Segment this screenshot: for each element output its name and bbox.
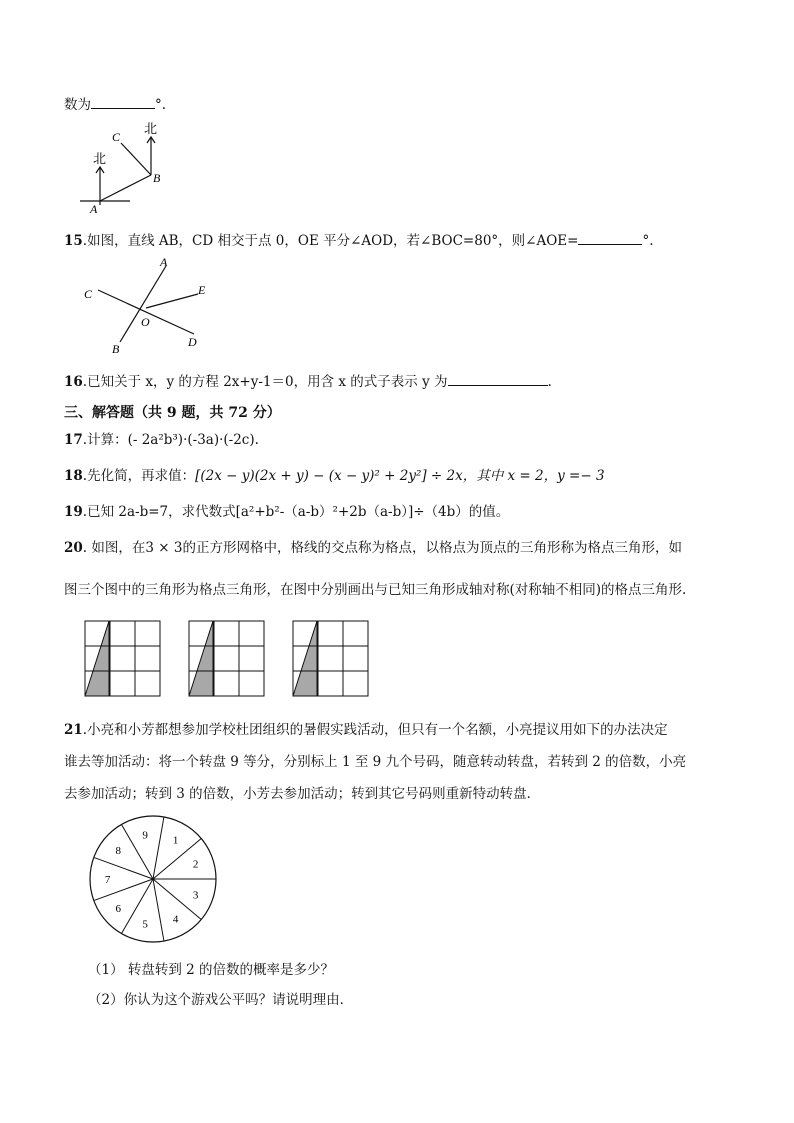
q15-end: °. <box>642 233 654 249</box>
q19-text: .已知 2a-b=7，求代数式[a²+b²-（a-b）²+2b（a-b）]÷（4b）的值。 <box>82 504 510 520</box>
q15-label-o: O <box>141 315 150 329</box>
q21-line-1 <box>64 718 668 738</box>
section-3-title: 三、解答题（共 9 题，共 72 分） <box>64 405 281 421</box>
q14-label-c: C <box>112 130 121 144</box>
q21-text-1: .小亮和小芳都想参加学校杜团组织的暑假实践活动，但只有一个名额，小亮提议用如下的办法决定 <box>82 722 668 738</box>
q21-spinner <box>86 815 220 949</box>
q16-answer-blank[interactable] <box>448 373 548 386</box>
q15-text: .如图，直线 AB，CD 相交于点 0，OE 平分∠AOD，若∠BOC=80°，则∠AOE= <box>82 233 579 249</box>
q16-text: .已知关于 x，y 的方程 2x+y-1＝0，用含 x 的式子表示 y 为 <box>82 374 448 390</box>
q14-direction-figure <box>78 115 168 220</box>
q21-line-3: 去参加活动；转到 3 的倍数，小芳去参加活动；转到其它号码则重新特动转盘． <box>64 786 541 802</box>
q14-label-north-b: 北 <box>144 121 158 136</box>
spinner-number-4: 4 <box>172 913 179 926</box>
q14-answer-blank[interactable] <box>91 96 155 109</box>
q15 <box>64 229 654 249</box>
q15-label-b: B <box>112 342 120 356</box>
q20-text-1: . 如图，在3 × 3的正方形网格中，格线的交点称为格点，以格点为顶点的三角形称为格点三角形，如 <box>82 540 682 556</box>
q20-grid-2-triangle <box>189 621 213 696</box>
q14-segment-ab <box>100 175 151 201</box>
q20-grid-1 <box>84 620 162 698</box>
q14-label-a: A <box>90 202 98 216</box>
q20-grid-2 <box>188 620 266 698</box>
q19 <box>64 500 509 520</box>
q20-grid-1-triangle <box>85 621 109 696</box>
q17-text: .计算：(- 2a²b³)·(-3a)·(-2c). <box>82 432 259 448</box>
q15-label-e: E <box>198 283 206 297</box>
spinner-number-3: 3 <box>192 889 199 902</box>
q15-label-d: D <box>188 335 197 349</box>
q21-sub-2: （2）你认为这个游戏公平吗？请说明理由． <box>88 992 354 1008</box>
q16 <box>64 370 552 390</box>
q20-grid-3-triangle <box>293 621 317 696</box>
spinner-number-7: 7 <box>104 874 111 886</box>
q14-segment-bc <box>121 143 151 175</box>
q18-math: [(2x − y)(2x + y) − (x − y)² + 2y²] ÷ 2x，其中 x = 2，y =− 3 <box>195 468 605 484</box>
spinner-number-8: 8 <box>115 844 122 857</box>
q21-sub-1: （1） 转盘转到 2 的倍数的概率是多少？ <box>88 962 335 978</box>
q15-ray-oe <box>146 294 198 308</box>
q15-label-a: A <box>160 255 168 269</box>
q15-label-c: C <box>84 287 93 301</box>
q14-tail-end: °. <box>155 97 167 113</box>
q14-label-north-a: 北 <box>93 151 107 166</box>
q14-label-b: B <box>153 171 161 185</box>
spinner-number-2: 2 <box>192 858 199 871</box>
q20-line-1 <box>64 536 682 556</box>
q17-number: 17 <box>64 432 83 448</box>
q14-tail-text: 数为 <box>64 97 91 113</box>
q20-line-2: 图三个图中的三角形为格点三角形，在图中分别画出与已知三角形成轴对称(对称轴不相同)的格点三角形. <box>64 582 687 598</box>
q21-number: 21 <box>64 722 83 738</box>
q18 <box>64 464 605 484</box>
spinner-number-5: 5 <box>142 918 148 931</box>
q14-tail <box>64 93 166 113</box>
q15-answer-blank[interactable] <box>578 232 642 245</box>
q20-grid-3 <box>292 620 370 698</box>
q16-number: 16 <box>64 374 83 390</box>
q15-number: 15 <box>64 233 83 249</box>
q21-line-2: 谁去等加活动：将一个转盘 9 等分，分别标上 1 至 9 九个号码，随意转动转盘，若转到 2 的倍数，小亮 <box>64 754 687 770</box>
spinner-number-1: 1 <box>172 834 179 847</box>
q18-number: 18 <box>64 468 83 484</box>
q18-text: .先化简，再求值： <box>82 468 196 484</box>
q20-number: 20 <box>64 540 83 556</box>
spinner-number-6: 6 <box>115 903 122 916</box>
q16-end: . <box>547 374 552 390</box>
q19-number: 19 <box>64 504 83 520</box>
q17 <box>64 428 259 448</box>
q15-intersecting-lines-figure <box>78 254 218 358</box>
spinner-number-9: 9 <box>142 829 148 842</box>
